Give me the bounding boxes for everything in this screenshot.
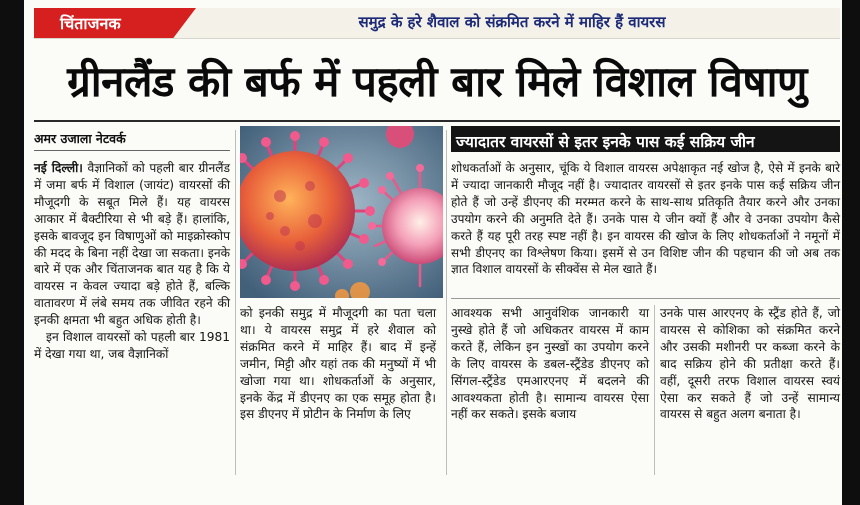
column-divider-3 <box>654 305 655 475</box>
column-1 <box>34 160 230 363</box>
byline-rule <box>34 150 230 151</box>
column-4: उनके पास आरएनए के स्ट्रैंड होते हैं, जो वायरस से कोशिका को संक्रमित करने और उसकी मशीनरी पर कब्जा करने के बाद सक्रिय होने की प्रतीक्षा करते हैं। वहीं, दूसरी तरफ विशाल वायरस स्वयं ऐसा कर सकते हैं जो उन्हें सामान्य वायरस से बहुत अलग बनाता है। <box>660 306 840 422</box>
right-dark-border <box>842 0 860 505</box>
column-3: आवश्यक सभी आनुवंशिक जानकारी या नुस्खे होते हैं जो अधिकतर वायरस में काम करते हैं, लेकिन इन नुस्खों का उपयोग करने के लिए वायरस के डबल-स्ट्रैंडेड डीएनए को सिंगल-स्ट्रैंडेड एमआरएनए में बदलने की आवश्यकता होती है। सामान्य वायरस ऐसा नहीं कर सकते। इसके बजाय <box>451 306 649 422</box>
wide-column <box>451 160 840 278</box>
column-1-para-1 <box>34 160 230 329</box>
virus-photo <box>240 126 443 298</box>
box-heading: ज्यादातर वायरसों से इतर इनके पास कई सक्रिय जीन <box>456 133 755 151</box>
section-divider <box>451 298 840 299</box>
column-divider-1 <box>235 130 236 475</box>
virus-illustration-icon <box>240 126 443 298</box>
dateline: नई दिल्ली। <box>34 161 83 175</box>
column-divider-2 <box>446 130 447 475</box>
column-1-text-1: वैज्ञानिकों को पहली बार ग्रीनलैंड में जमा बर्फ में विशाल (जायंट) वायरसों की मौजूदगी के सबूत मिले हैं। यह वायरस आकार में बैक्टीरिया से भी बड़े हैं। हालांकि, इसके बावजूद इन विषाणुओं को माइक्रोस्कोप की मदद के बिना नहीं देखा जा सकता। इनके बारे में एक और चिंताजनक बात यह है कि ये वायरस न केवल ज्यादा बड़े होते हैं, बल्कि वातावरण में लंबे समय तक जीवित रहने की इनकी क्षमता भी बहुत अधिक होती है। <box>34 161 231 328</box>
kicker-label: चिंताजनक <box>60 14 121 33</box>
left-dark-border <box>0 0 24 505</box>
wide-column-para: शोधकर्ताओं के अनुसार, चूंकि ये विशाल वायरस अपेक्षाकृत नई खोज है, ऐसे में इनके बारे में ज्यादा जानकारी मौजूद नहीं है। ज्यादातर वायरसों से इतर इनके पास कई सक्रिय जीन होते हैं जो उन्हें डीएनए की मरम्मत करने के साथ-साथ प्रतिकृति तैयार करने और उनका उपयोग करने की अनुमति देते हैं। उनके पास ये जीन क्यों हैं और वे उनका उपयोग कैसे करते हैं यह पूरी तरह स्पष्ट नहीं है। इन वायरस की खोज के लिए शोधकर्ताओं ने नमूनों में सभी डीएनए का विश्लेषण किया। इसमें से उन विशिष्ट जीन की पहचान की जो अब तक ज्ञात विशाल वायरसों के सीक्वेंस से मेल खाते हैं। <box>451 161 840 277</box>
sub-heading: समुद्र के हरे शैवाल को संक्रमित करने में माहिर हैं वायरस <box>358 13 666 31</box>
headline: ग्रीनलैंड की बर्फ में पहली बार मिले विशाल विषाणु <box>67 57 807 106</box>
headline-rule <box>34 120 840 122</box>
column-1-para-2: इन विशाल वायरसों को पहली बार 1981 में देखा गया था, जब वैज्ञानिकों <box>34 330 230 361</box>
column-2: को इनकी समुद्र में मौजूदगी का पता चला था। ये वायरस समुद्र में हरे शैवाल को संक्रमित करने में माहिर हैं। बाद में इन्हें जमीन, मिट्टी और यहां तक की मनुष्यों में भी खोजा गया था। शोधकर्ताओं के अनुसार, इनके केंद्र में डीएनए का एक समूह होता है। इस डीएनए में प्रोटीन के निर्माण के लिए <box>240 306 436 422</box>
byline: अमर उजाला नेटवर्क <box>34 131 126 146</box>
